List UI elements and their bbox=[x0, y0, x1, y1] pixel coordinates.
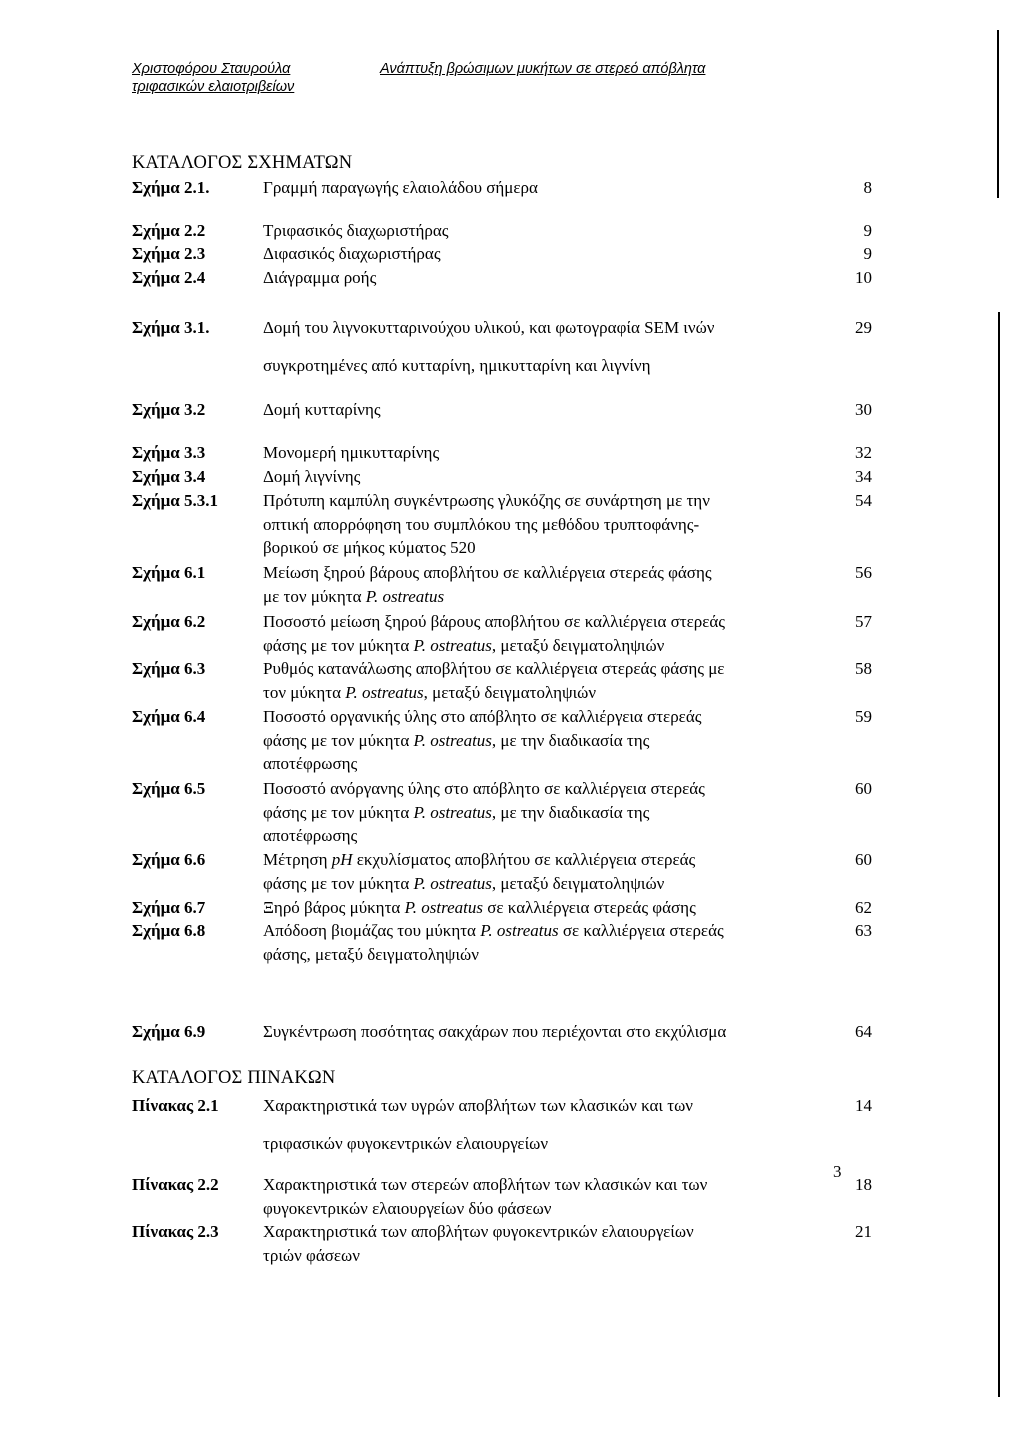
margin-rule-bottom bbox=[998, 312, 1000, 1397]
figure-label: Σχήμα 2.1. bbox=[132, 178, 210, 197]
figure-caption bbox=[263, 266, 823, 290]
figure-caption bbox=[263, 489, 823, 560]
caption-line: με τον μύκητα P. ostreatus bbox=[263, 586, 445, 606]
figure-caption bbox=[263, 1020, 823, 1044]
figure-page: 8 bbox=[863, 178, 872, 197]
caption-line: φάσης με τον μύκητα P. ostreatus, με την διαδικασία της bbox=[263, 802, 650, 822]
table-label: Πίνακας 2.1 bbox=[132, 1096, 219, 1115]
caption-line: Γραμμή παραγωγής ελαιολάδου σήμερα bbox=[263, 178, 538, 197]
table-page: 21 bbox=[855, 1222, 872, 1241]
header-thesis-title: Ανάπτυξη βρώσιμων μυκήτων σε στερεό απόβλητα bbox=[380, 61, 706, 77]
caption-line: Μέτρηση pH εκχυλίσματος αποβλήτου σε καλλιέργεια στερεάς bbox=[263, 850, 696, 869]
caption-line: Ποσοστό μείωση ξηρού βάρους αποβλήτου σε καλλιέργεια στερεάς bbox=[263, 612, 726, 631]
caption-line: αποτέφρωσης bbox=[263, 826, 358, 845]
figure-page: 34 bbox=[855, 467, 872, 486]
caption-line: Διφασικός διαχωριστήρας bbox=[263, 244, 441, 263]
figure-caption bbox=[263, 848, 823, 895]
header-author-line-2: τριφασικών ελαιοτριβείων bbox=[132, 79, 295, 95]
caption-line: Δομή κυτταρίνης bbox=[263, 400, 381, 419]
figure-label: Σχήμα 3.2 bbox=[132, 400, 206, 419]
figure-page: 30 bbox=[855, 400, 872, 419]
caption-line: Ρυθμός κατανάλωσης αποβλήτου σε καλλιέργεια στερεάς φάσης με bbox=[263, 659, 725, 678]
table-label: Πίνακας 2.3 bbox=[132, 1222, 219, 1241]
table-page: 14 bbox=[855, 1096, 872, 1115]
figure-label: Σχήμα 6.4 bbox=[132, 707, 206, 726]
figure-page: 9 bbox=[863, 244, 872, 263]
figure-caption bbox=[263, 219, 823, 243]
figure-caption bbox=[263, 919, 823, 966]
figure-label: Σχήμα 6.7 bbox=[132, 898, 206, 917]
caption-line: φυγοκεντρικών ελαιουργείων δύο φάσεων bbox=[263, 1198, 552, 1218]
figure-caption bbox=[263, 705, 823, 776]
caption-line: τριών φάσεων bbox=[263, 1245, 360, 1265]
figure-page: 59 bbox=[855, 707, 872, 726]
figure-page: 57 bbox=[855, 612, 872, 631]
caption-line: Ποσοστό ανόργανης ύλης στο απόβλητο σε καλλιέργεια στερεάς bbox=[263, 779, 705, 798]
figure-page: 63 bbox=[855, 921, 872, 940]
table-caption bbox=[263, 1220, 823, 1267]
table-caption bbox=[263, 1173, 823, 1220]
figure-page: 60 bbox=[855, 850, 872, 869]
margin-rule-top bbox=[997, 30, 999, 198]
figure-label: Σχήμα 3.1. bbox=[132, 318, 210, 337]
figure-page: 60 bbox=[855, 779, 872, 798]
figure-caption bbox=[263, 441, 823, 465]
page-number: 3 bbox=[833, 1162, 842, 1181]
caption-line: φάσης με τον μύκητα P. ostreatus, με την διαδικασία της bbox=[263, 730, 650, 750]
caption-line: βορικού σε μήκος κύματος 520 bbox=[263, 538, 476, 557]
caption-line: Πρότυπη καμπύλη συγκέντρωσης γλυκόζης σε συνάρτηση με την bbox=[263, 491, 710, 510]
figure-page: 9 bbox=[863, 221, 872, 240]
caption-line: τον μύκητα P. ostreatus, μεταξύ δειγματοληψιών bbox=[263, 682, 597, 702]
caption-line: Συγκέντρωση ποσότητας σακχάρων που περιέχονται στο εκχύλισμα bbox=[263, 1022, 727, 1041]
figure-page: 56 bbox=[855, 563, 872, 582]
figure-caption bbox=[263, 398, 823, 422]
caption-line: Μονομερή ημικυτταρίνης bbox=[263, 443, 440, 462]
figure-caption bbox=[263, 777, 823, 848]
figure-page: 62 bbox=[855, 898, 872, 917]
caption-line: τριφασικών φυγοκεντρικών ελαιουργείων bbox=[263, 1134, 549, 1153]
figure-page: 54 bbox=[855, 491, 872, 510]
caption-line: φάσης, μεταξύ δειγματοληψιών bbox=[263, 944, 479, 964]
figure-label: Σχήμα 6.3 bbox=[132, 659, 206, 678]
caption-line: Χαρακτηριστικά των αποβλήτων φυγοκεντρικών ελαιουργείων bbox=[263, 1222, 694, 1241]
figure-caption bbox=[263, 657, 823, 704]
figure-label: Σχήμα 2.3 bbox=[132, 244, 206, 263]
figure-label: Σχήμα 5.3.1 bbox=[132, 491, 218, 510]
figure-caption bbox=[263, 242, 823, 266]
caption-line: φάσης με τον μύκητα P. ostreatus, μεταξύ δειγματοληψιών bbox=[263, 873, 665, 893]
caption-line: φάσης με τον μύκητα P. ostreatus, μεταξύ δειγματοληψιών bbox=[263, 635, 665, 655]
caption-line: Δομή λιγνίνης bbox=[263, 467, 361, 486]
figure-label: Σχήμα 6.9 bbox=[132, 1022, 206, 1041]
caption-line: Ποσοστό οργανικής ύλης στο απόβλητο σε καλλιέργεια στερεάς bbox=[263, 707, 702, 726]
figure-label: Σχήμα 3.4 bbox=[132, 467, 206, 486]
table-caption bbox=[263, 1087, 823, 1163]
figure-caption bbox=[263, 465, 823, 489]
figure-label: Σχήμα 2.4 bbox=[132, 268, 206, 287]
figure-label: Σχήμα 6.5 bbox=[132, 779, 206, 798]
figure-label: Σχήμα 6.1 bbox=[132, 563, 206, 582]
figure-caption bbox=[263, 896, 823, 920]
figures-list-title: ΚΑΤΑΛΟΓΟΣ ΣΧΗΜΑΤΩΝ bbox=[132, 153, 353, 173]
figure-label: Σχήμα 3.3 bbox=[132, 443, 206, 462]
figure-caption bbox=[263, 561, 823, 608]
caption-line: Ξηρό βάρος μύκητα P. ostreatus σε καλλιέργεια στερεάς φάσης bbox=[263, 898, 696, 917]
figure-page: 10 bbox=[855, 268, 872, 287]
caption-line: Μείωση ξηρού βάρους αποβλήτου σε καλλιέργεια στερεάς φάσης bbox=[263, 563, 712, 582]
figure-page: 29 bbox=[855, 318, 872, 337]
figure-caption bbox=[263, 176, 823, 200]
table-page: 18 bbox=[855, 1175, 872, 1194]
figure-label: Σχήμα 2.2 bbox=[132, 221, 206, 240]
caption-line: Απόδοση βιομάζας του μύκητα P. ostreatus σε καλλιέργεια στερεάς bbox=[263, 921, 724, 940]
figure-page: 64 bbox=[855, 1022, 872, 1041]
caption-line: Διάγραμμα ροής bbox=[263, 268, 377, 287]
header-author bbox=[132, 60, 294, 96]
caption-line: Δομή του λιγνοκυτταρινούχου υλικού, και φωτογραφία SEM ινών bbox=[263, 318, 715, 337]
figure-label: Σχήμα 6.8 bbox=[132, 921, 206, 940]
figure-label: Σχήμα 6.6 bbox=[132, 850, 206, 869]
caption-line: αποτέφρωσης bbox=[263, 754, 358, 773]
figure-label: Σχήμα 6.2 bbox=[132, 612, 206, 631]
figure-page: 32 bbox=[855, 443, 872, 462]
caption-line: συγκροτημένες από κυτταρίνη, ημικυτταρίνη και λιγνίνη bbox=[263, 356, 651, 375]
caption-line: Χαρακτηριστικά των υγρών αποβλήτων των κλασικών και των bbox=[263, 1096, 693, 1115]
header-author-line-1: Χριστοφόρου Σταυρούλα bbox=[132, 61, 291, 77]
caption-line: Χαρακτηριστικά των στερεών αποβλήτων των κλασικών και των bbox=[263, 1175, 708, 1194]
table-label: Πίνακας 2.2 bbox=[132, 1175, 219, 1194]
caption-line: οπτική απορρόφηση του συμπλόκου της μεθόδου τρυπτοφάνης- bbox=[263, 514, 700, 534]
caption-line: Τριφασικός διαχωριστήρας bbox=[263, 221, 449, 240]
figure-caption bbox=[263, 610, 823, 657]
figure-caption bbox=[263, 309, 823, 385]
figure-page: 58 bbox=[855, 659, 872, 678]
tables-list-title: ΚΑΤΑΛΟΓΟΣ ΠΙΝΑΚΩΝ bbox=[132, 1068, 336, 1088]
